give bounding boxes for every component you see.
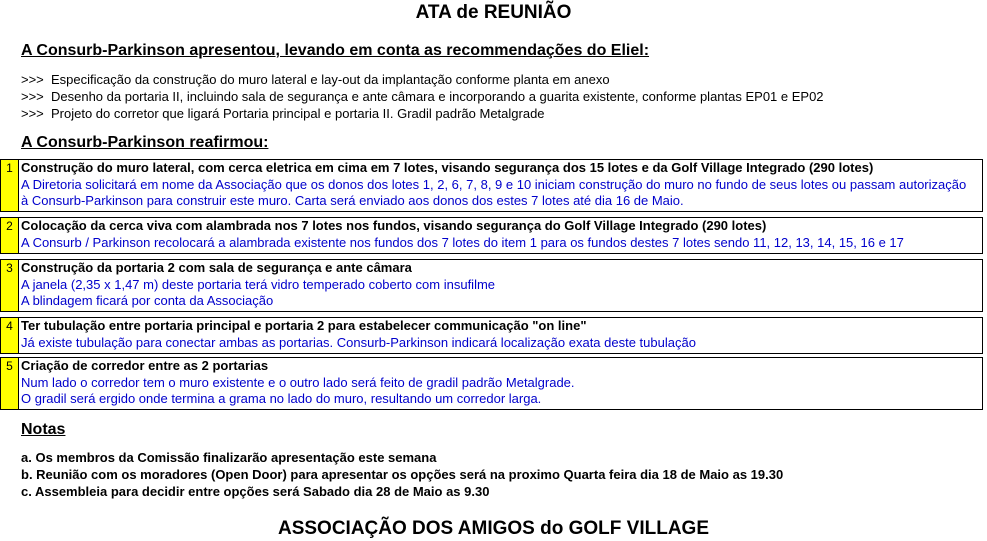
item-title: Construção do muro lateral, com cerca eletrica em cima em 7 lotes, visando segurança dos 15 lotes e da Golf Village Integrado (290 lotes) xyxy=(21,160,874,175)
note-item: b. Reunião com os moradores (Open Door) para apresentar os opções será na proximo Quarta feira dia 18 de Maio as 19.30 xyxy=(21,467,784,482)
bullet-text: Especificação da construção do muro lateral e lay-out da implantação conforme planta em anexo xyxy=(51,72,610,87)
bullet-marker: >>> xyxy=(21,72,44,87)
item-number: 4 xyxy=(1,318,19,353)
item-detail: A janela (2,35 x 1,47 m) deste portaria terá vidro temperado coberto com insufilme xyxy=(21,276,496,292)
item-number: 1 xyxy=(1,160,19,211)
notes-heading: Notas xyxy=(21,421,66,438)
agenda-item-5 xyxy=(0,357,983,410)
note-item: c. Assembleia para decidir entre opções será Sabado dia 28 de Maio as 9.30 xyxy=(21,484,490,499)
item-number: 3 xyxy=(1,260,19,311)
notes-list xyxy=(21,449,783,500)
item-number: 2 xyxy=(1,218,19,253)
footer-association-name: ASSOCIAÇÃO DOS AMIGOS do GOLF VILLAGE xyxy=(277,518,710,539)
agenda-item-3 xyxy=(0,259,983,312)
item-title: Ter tubulação entre portaria principal e portaria 2 para estabelecer communicação "on line" xyxy=(21,318,587,333)
presented-list xyxy=(21,71,824,122)
item-title: Construção da portaria 2 com sala de segurança e ante câmara xyxy=(21,260,412,275)
agenda-item-4 xyxy=(0,317,983,354)
section-heading-reaffirmed: A Consurb-Parkinson reafirmou: xyxy=(21,134,269,151)
item-detail: A Diretoria solicitará em nome da Associação que os donos dos lotes 1, 2, 6, 7, 8, 9 e 10 iniciam construção do muro no fundo de seus lotes ou passam autorização xyxy=(21,176,967,192)
section-heading-presented: A Consurb-Parkinson apresentou, levando em conta as recommendações do Eliel: xyxy=(21,42,650,59)
page-title: ATA de REUNIÃO xyxy=(415,2,572,23)
agenda-item-2 xyxy=(0,217,983,254)
bullet-text: Projeto do corretor que ligará Portaria principal e portaria II. Gradil padrão Metalgrade xyxy=(51,106,545,121)
item-detail: à Consurb-Parkinson para construir este muro. Carta será enviado aos donos dos estes 7 lotes até dia 16 de Maio. xyxy=(21,193,684,208)
bullet-marker: >>> xyxy=(21,106,44,121)
agenda-item-1 xyxy=(0,159,983,212)
bullet-marker: >>> xyxy=(21,89,44,104)
note-item: a. Os membros da Comissão finalizarão apresentação este semana xyxy=(21,450,437,465)
item-detail: A Consurb / Parkinson recolocará a alambrada existente nos fundos dos 7 lotes do item 1 para os fundos destes 7 lotes sendo 11, 12, 13, 14, 15, 16 e 17 xyxy=(21,234,904,250)
item-detail: Num lado o corredor tem o muro existente e o outro lado será feito de gradil padrão Metalgrade. xyxy=(21,374,575,390)
bullet-text: Desenho da portaria II, incluindo sala de segurança e ante câmara e incorporando a guarita existente, conforme plantas EP01 e EP02 xyxy=(51,89,824,104)
bullet-item xyxy=(21,71,824,88)
item-title: Colocação da cerca viva com alambrada nos 7 lotes nos fundos, visando segurança do Golf Village Integrado (290 lotes) xyxy=(21,218,767,233)
item-title: Criação de corredor entre as 2 portarias xyxy=(21,358,269,373)
bullet-item xyxy=(21,105,824,122)
item-detail: O gradil será ergido onde termina a grama no lado do muro, resultando um corredor larga. xyxy=(21,391,542,406)
item-number: 5 xyxy=(1,358,19,409)
item-detail: Já existe tubulação para conectar ambas as portarias. Consurb-Parkinson indicará localização exata deste tubulação xyxy=(21,334,696,350)
item-detail: A blindagem ficará por conta da Associação xyxy=(21,293,274,308)
bullet-item xyxy=(21,88,824,105)
